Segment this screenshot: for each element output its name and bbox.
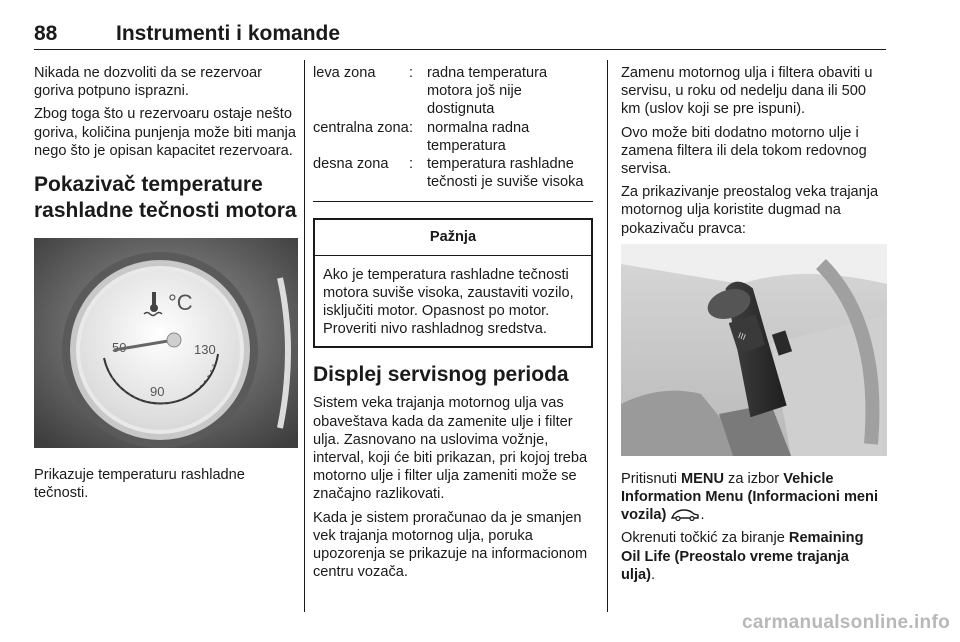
zone-row [313, 155, 593, 202]
header-rule [34, 49, 886, 50]
paragraph-oil-life-system: Sistem veka trajanja motornog ulja vas obaveštava kada da zamenite ulje i filter ulja. Zasnovano na uslovima vožnje, interval, koji će biti prikazan, pri kojoj treba motorno ulje i filter ulja zameniti može se značajno razlikovati. [313, 395, 588, 503]
gauge-tick-130: 130 [194, 342, 216, 358]
column-1 [34, 64, 299, 507]
zone-colon: : [409, 119, 414, 136]
zone-row [313, 119, 593, 155]
paragraph-display-instructions: Za prikazivanje preostalog veka trajanja motornog ulja koristite dugmad na pokazivaču pravca: [621, 184, 879, 237]
svg-text:☰: ☰ [736, 331, 748, 341]
coolant-gauge-illustration [34, 238, 298, 448]
caution-text: Ako je temperatura rashladne tečnosti motora suviše visoka, zaustaviti vozilo, isključiti motor. Opasnost po motor. Proveriti nivo rashladnog sredstva. [323, 266, 574, 338]
car-icon [670, 509, 700, 521]
paragraph-press-menu: Pritisnuti MENU za izbor Vehicle Information Menu (Informacioni meni vozila) . [621, 470, 879, 524]
turn-signal-lever-illustration [621, 244, 887, 456]
paragraph-oil-change: Zamenu motornog ulja i filtera obaviti u servisu, u roku od nedelju dana ili 500 km (uslov koji se pre ispuni). [621, 65, 873, 118]
vehicle-info-menu-label: Vehicle Information Menu (Informacioni meni vozila) [621, 470, 879, 524]
caution-title: Pažnja [315, 220, 591, 255]
paragraph-extra-oil: Ovo može biti dodatno motorno ulje i zamena filtera ili dela tokom redovnog servisa. [621, 124, 867, 178]
paragraph-turn-wheel: Okrenuti točkić za biranje Remaining Oil Life (Preostalo vreme trajanja ulja). [621, 530, 864, 583]
remaining-oil-life-label: Remaining Oil Life (Preostalo vreme trajanja ulja) [621, 530, 864, 583]
zone-row [313, 64, 593, 119]
zone-colon: : [409, 65, 414, 81]
zone-description: temperatura rashladne tečnosti je suviše visoka [427, 155, 593, 202]
gauge-tick-50: 50 [112, 340, 127, 356]
section-heading-coolant: Pokazivač temperature rashladne tečnosti motora [34, 173, 297, 223]
column-3 [621, 64, 887, 589]
gauge-tick-90: 90 [150, 384, 165, 400]
paragraph-fuel-capacity: Zbog toga što u rezervoaru ostaje nešto goriva, količina punjenja može biti manja nego što je opisan kapacitet rezervoara. [34, 106, 297, 159]
column-divider-2 [607, 60, 608, 612]
column-divider-1 [304, 60, 305, 612]
paragraph-oil-life-warning: Kada je sistem proračunao da je smanjen vek trajanja motornog ulja, poruka upozorenja se prikazuje na informacionom centru vozača. [313, 509, 588, 581]
column-2 [313, 64, 593, 586]
caution-box [313, 218, 593, 348]
watermark: carmanualsonline.info [742, 612, 950, 633]
zone-term: desna zona [313, 155, 409, 202]
page-header [34, 22, 886, 52]
menu-button-label: MENU [681, 470, 724, 487]
gauge-caption: Prikazuje temperaturu rashladne tečnosti. [34, 467, 245, 502]
zone-colon: : [409, 155, 427, 202]
section-heading-service: Displej servisnog perioda [313, 363, 569, 387]
page-number: 88 [34, 22, 58, 45]
zone-term: leva zona [313, 65, 376, 81]
zone-term: centralna zona [313, 119, 409, 136]
zone-definition-list [313, 64, 593, 202]
gauge-unit-label: °C [168, 290, 193, 316]
paragraph-fuel-empty: Nikada ne dozvoliti da se rezervoar goriva potpuno isprazni. [34, 65, 262, 100]
running-title: Instrumenti i komande [116, 22, 341, 45]
zone-description: normalna radna temperatura [427, 119, 530, 154]
zone-description: radna temperatura motora još nije dostignuta [427, 65, 548, 118]
